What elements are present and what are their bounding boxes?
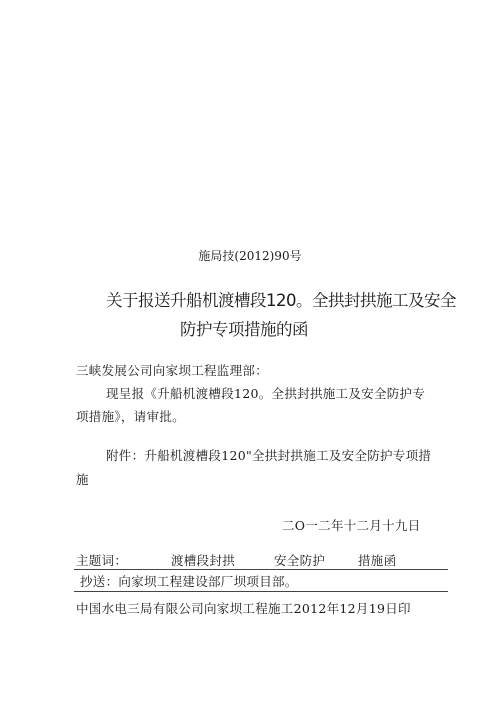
document-title-line-2: 防护专项措施的函 bbox=[180, 320, 308, 339]
keyword-item: 安全防护 bbox=[274, 553, 326, 568]
footer-issuer: 中国水电三局有限公司向家坝工程施工2012年12月19日印 bbox=[76, 601, 411, 616]
keywords-label: 主题词： bbox=[76, 553, 128, 568]
keyword-item: 渡槽段封拱 bbox=[171, 553, 236, 568]
issue-date: 二O一二年十二月十九日 bbox=[282, 518, 421, 533]
document-title-line-1: 关于报送升船机渡槽段120。全拱封拱施工及安全 bbox=[106, 291, 456, 310]
cc-line: 抄送：向家坝工程建设部厂坝项目部。 bbox=[80, 574, 298, 589]
divider bbox=[74, 591, 448, 592]
attachment-line-1: 附件：升船机渡槽段120"全拱封拱施工及安全防护专项措 bbox=[106, 448, 432, 463]
keyword-item: 措施函 bbox=[358, 553, 397, 568]
document-number: 施局技(2012)90号 bbox=[198, 249, 302, 263]
attachment-line-2: 施 bbox=[76, 472, 89, 487]
divider bbox=[74, 569, 448, 570]
body-line-2: 项措施》，请审批。 bbox=[76, 409, 185, 424]
body-line-1: 现呈报《升船机渡槽段120。全拱封拱施工及安全防护专 bbox=[106, 386, 426, 401]
recipient: 三峡发展公司向家坝工程监理部： bbox=[76, 363, 269, 378]
